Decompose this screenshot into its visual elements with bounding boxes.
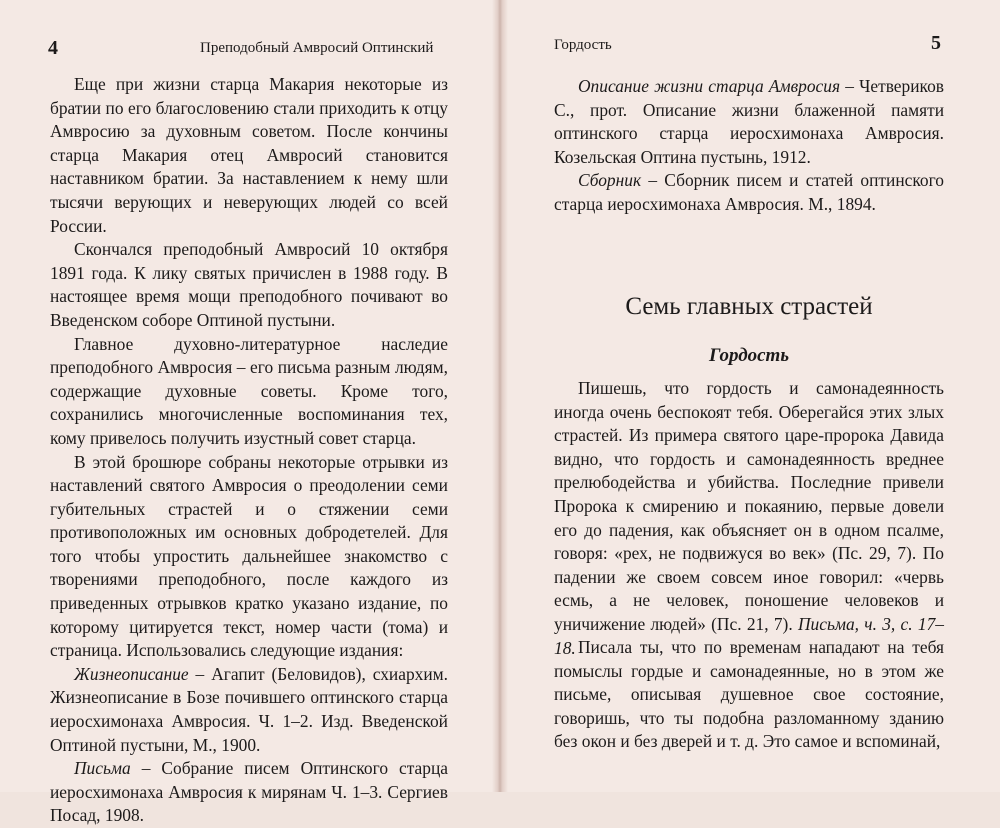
running-head-left: Преподобный Амвросий Оптинский	[200, 40, 434, 56]
paragraph: Еще при жизни старца Макария некоторые из братии по его благословению стали приходить к отцу Амвросию за духовным советом. После кончины старца Макария отец Амвросий становится наставником братии. За наставлением к нему шли тысячи верующих и неверующих людей со всей России.	[50, 74, 448, 236]
left-page-body	[50, 73, 448, 828]
source-entry	[554, 169, 944, 216]
source-label: Сборник	[578, 170, 642, 191]
source-text: – Агапит (Беловидов), схиархим. Жизнеописание в Бозе почившего оптинского старца иеросхимонаха Амвросия. Ч. 1–2. Изд. Введенской Оптиной пустыни, М., 1900.	[50, 663, 448, 755]
paragraph: Писала ты, что по временам нападают на тебя помыслы гордые и самонадеянные, но в этом же письме, описывая душевное свое состояние, говоришь, что ты подобна разломанному зданию без окон и без дверей и т. д. Это самое и вспоминай,	[554, 637, 944, 752]
source-text: – Четвериков С., прот. Описание жизни блаженной памяти оптинского старца иеросхимонаха Амвросия. Козельская Оптина пустынь, 1912.	[554, 76, 944, 167]
source-label: Жизнеописание	[74, 663, 189, 684]
right-page-sources	[554, 75, 944, 217]
source-entry	[50, 663, 448, 757]
source-entry	[554, 75, 944, 169]
right-page-body-2	[554, 636, 944, 754]
paragraph: Главное духовно-литературное наследие преподобного Амвросия – его письма разным людям, содержащие духовные советы. Кроме того, сохранились многочисленные воспоминания тех, кому привелось получить изустный совет старца.	[50, 333, 448, 448]
subsection-title: Гордость	[708, 345, 790, 366]
paragraph	[554, 377, 944, 660]
source-label: Письма	[74, 758, 131, 779]
page-number-left: 4	[48, 37, 58, 59]
source-entry	[50, 757, 448, 828]
source-label: Описание жизни старца Амвросия	[578, 76, 841, 96]
page-number-right: 5	[931, 32, 941, 54]
source-text: – Собрание писем Оптинского старца иеросхимонаха Амвросия к мирянам Ч. 1–3. Сергиев Посад, 1908.	[50, 758, 448, 826]
paragraph: В этой брошюре собраны некоторые отрывки из наставлений святого Амвросия о преодолении семи губительных страстей и о стяжении семи противоположных им основных добродетелей. Для того чтобы упростить дальнейшее знакомство с творениями преподобного, после каждого из приведенных отрывков кратко указано издание, по которому цитируется текст, номер части (тома) и страница. Использовались следующие издания:	[50, 451, 448, 661]
right-page-body	[554, 377, 944, 660]
paragraph-text: Пишешь, что гордость и самонадеянность иногда очень беспокоят тебя. Оберегайся этих злых страстей. Из примера святого царе-пророка Давида видно, что гордость и самонадеянность вреднее прелюбодейства и убийства. Последние привели Пророка к смирению и покаянию, первые довели его до падения, как объясняет он в одном псалме, говоря: «рех, не подвижуся во век» (Пс. 29, 7). По падении же своем совсем иное говорил: «червь есмь, а не человек, поношение человеков и уничижение людей» (Пс. 21, 7).	[554, 378, 944, 634]
section-title: Семь главных страстей	[625, 293, 873, 320]
paragraph: Скончался преподобный Амвросий 10 октября 1891 года. К лику святых причислен в 1988 году. В настоящее время мощи преподобного почивают во Введенском соборе Оптиной пустыни.	[50, 239, 448, 330]
citation: Письма, ч. 3, с. 17–18.	[554, 613, 944, 658]
source-text: – Сборник писем и статей оптинского старца иеросхимонаха Амвросия. М., 1894.	[554, 170, 944, 214]
book-gutter	[492, 0, 508, 792]
running-head-right: Гордость	[554, 37, 612, 53]
